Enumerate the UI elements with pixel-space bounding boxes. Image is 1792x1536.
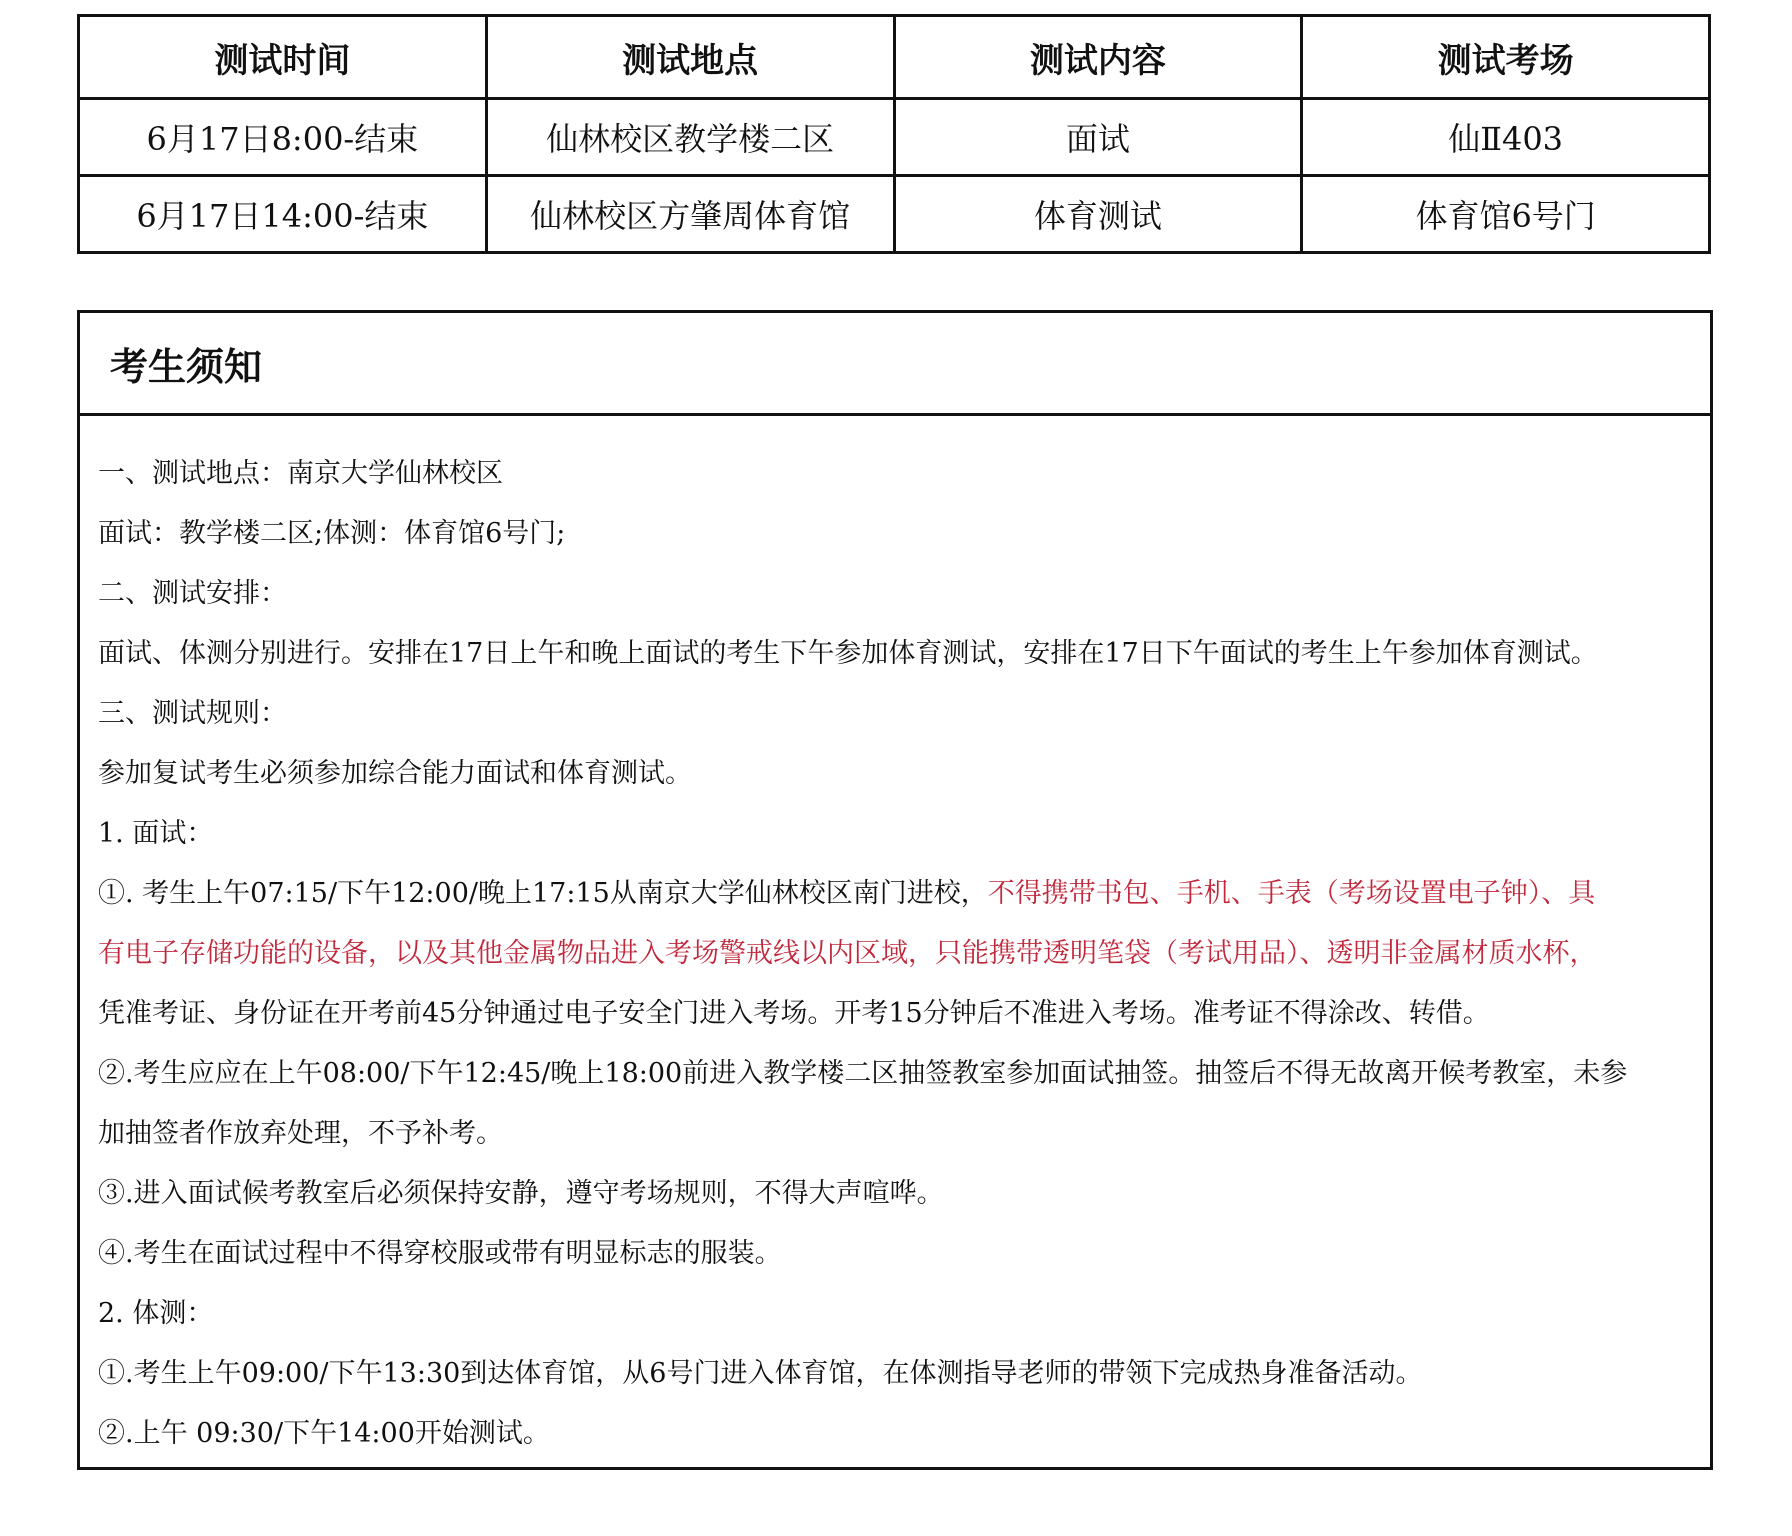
header-time: 测试时间: [79, 16, 487, 99]
notice-line: [98, 1284, 1692, 1344]
cell-room: 体育馆6号门: [1302, 176, 1710, 253]
notice-line: [98, 624, 1692, 684]
cell-content: 面试: [894, 99, 1302, 176]
table-header-row: [79, 16, 1710, 99]
notice-text: 2. 体测：: [98, 1298, 214, 1329]
cell-location: 仙林校区教学楼二区: [486, 99, 894, 176]
notice-text: ①. 考生上午07:15/下午12:00/晚上17:15从南京大学仙林校区南门进校，: [98, 878, 988, 909]
cell-room: 仙Ⅱ403: [1302, 99, 1710, 176]
header-content: 测试内容: [894, 16, 1302, 99]
notice-line: [98, 1344, 1692, 1404]
notice-highlight-text: 有电子存储功能的设备，以及其他金属物品进入考场警戒线以内区域，只能携带透明笔袋（考试用品）、透明非金属材质水杯，: [98, 938, 1597, 969]
exam-schedule-table: [77, 14, 1711, 254]
notice-text: 三、测试规则：: [98, 698, 287, 729]
notice-text: 面试、体测分别进行。安排在17日上午和晚上面试的考生下午参加体育测试，安排在17日下午面试的考生上午参加体育测试。: [98, 638, 1598, 669]
notice-text: 参加复试考生必须参加综合能力面试和体育测试。: [98, 758, 692, 789]
header-location: 测试地点: [486, 16, 894, 99]
notice-line: [98, 1104, 1692, 1164]
notice-text: 二、测试安排：: [98, 578, 287, 609]
notice-text: 1. 面试：: [98, 818, 214, 849]
notice-line: [98, 564, 1692, 624]
notice-text: ②.上午 09:30/下午14:00开始测试。: [98, 1418, 550, 1449]
notice-line: [98, 924, 1692, 984]
table-row: [79, 99, 1710, 176]
notice-line: [98, 1164, 1692, 1224]
table-row: [79, 176, 1710, 253]
notice-text: ①.考生上午09:00/下午13:30到达体育馆，从6号门进入体育馆，在体测指导老师的带领下完成热身准备活动。: [98, 1358, 1423, 1389]
notice-text: ④.考生在面试过程中不得穿校服或带有明显标志的服装。: [98, 1238, 782, 1269]
notice-text: ②.考生应应在上午08:00/下午12:45/晚上18:00前进入教学楼二区抽签教室参加面试抽签。抽签后不得无故离开候考教室，未参: [98, 1058, 1628, 1089]
notice-text: 凭准考证、身份证在开考前45分钟通过电子安全门进入考场。开考15分钟后不准进入考场。准考证不得涂改、转借。: [98, 998, 1490, 1029]
notice-text: ③.进入面试候考教室后必须保持安静，遵守考场规则，不得大声喧哗。: [98, 1178, 944, 1209]
cell-location: 仙林校区方肇周体育馆: [486, 176, 894, 253]
candidate-notice-box: [77, 310, 1713, 1470]
notice-line: [98, 444, 1692, 504]
notice-line: [98, 1044, 1692, 1104]
notice-line: [98, 1224, 1692, 1284]
notice-line: [98, 984, 1692, 1044]
notice-line: [98, 864, 1692, 924]
cell-time: 6月17日8:00-结束: [79, 99, 487, 176]
notice-line: [98, 804, 1692, 864]
notice-line: [98, 744, 1692, 804]
notice-body: [80, 416, 1710, 1464]
notice-line: [98, 504, 1692, 564]
notice-line: [98, 1404, 1692, 1464]
notice-title: 考生须知: [80, 313, 1710, 416]
notice-text: 面试：教学楼二区;体测：体育馆6号门;: [98, 518, 566, 549]
notice-line: [98, 684, 1692, 744]
notice-text: 一、测试地点：南京大学仙林校区: [98, 458, 503, 489]
notice-highlight-text: 不得携带书包、手机、手表（考场设置电子钟）、具: [987, 878, 1596, 909]
cell-time: 6月17日14:00-结束: [79, 176, 487, 253]
notice-text: 加抽签者作放弃处理，不予补考。: [98, 1118, 503, 1149]
header-room: 测试考场: [1302, 16, 1710, 99]
cell-content: 体育测试: [894, 176, 1302, 253]
